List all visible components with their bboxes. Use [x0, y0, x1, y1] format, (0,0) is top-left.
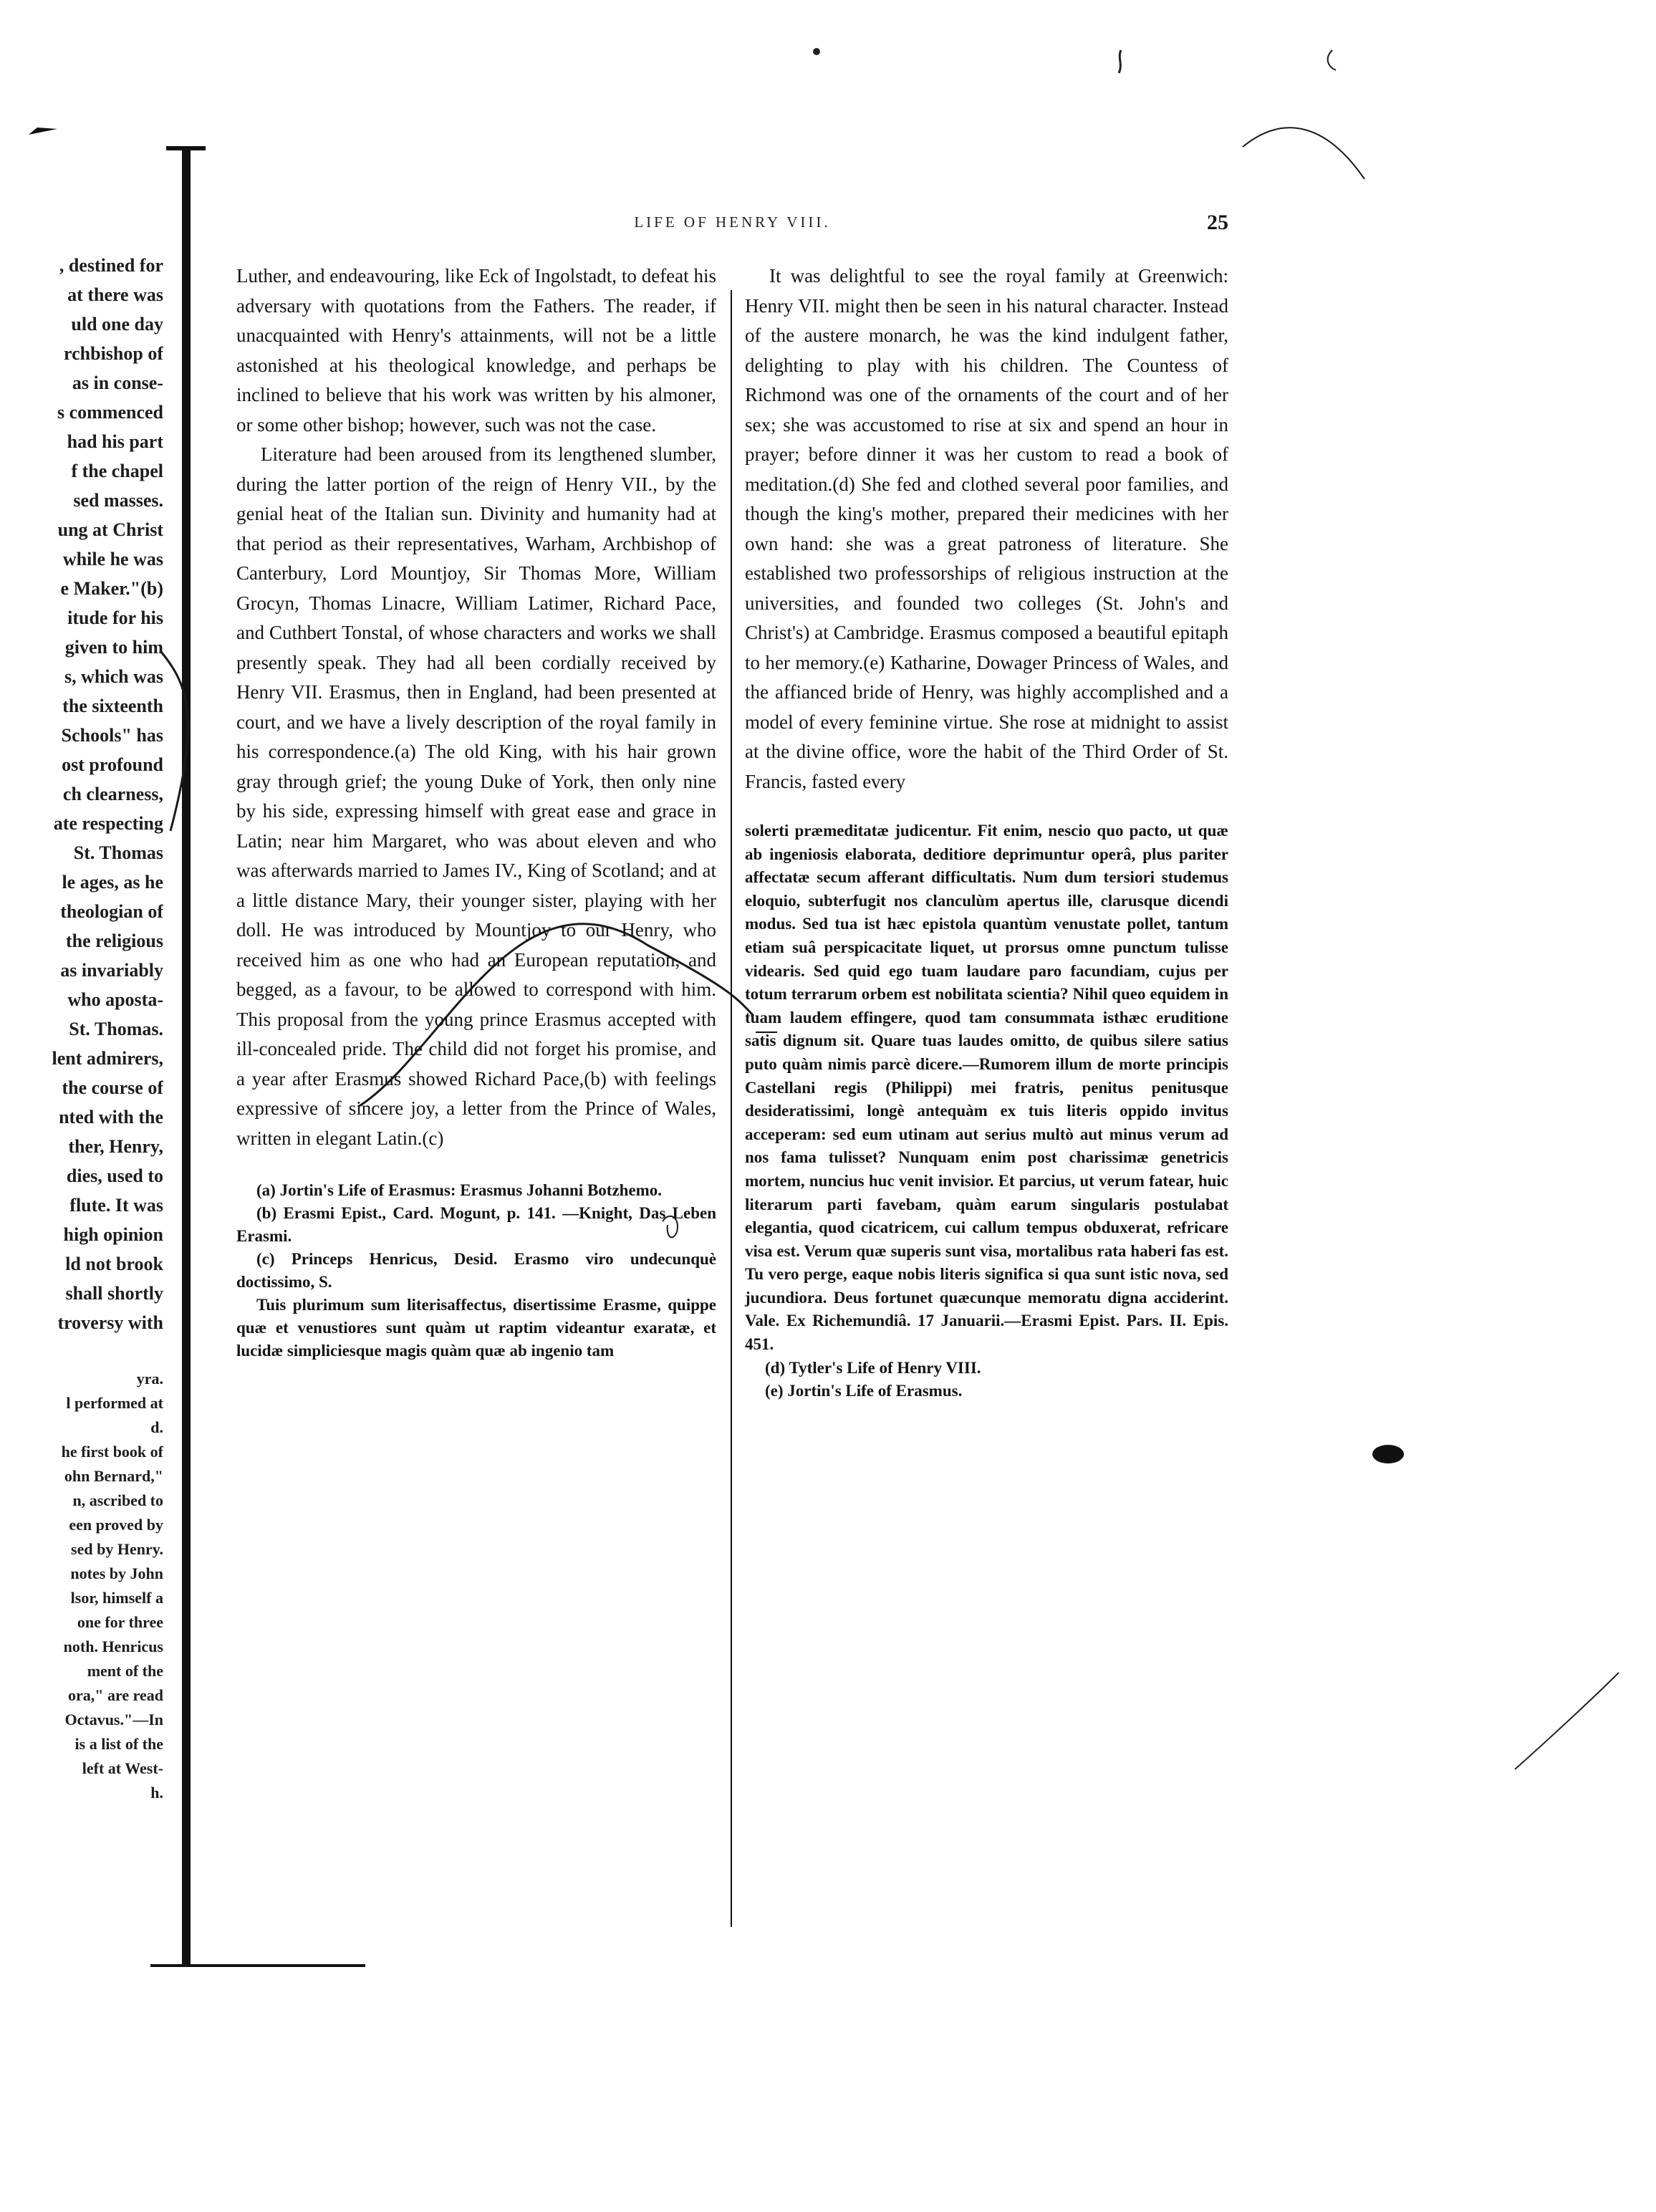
margin-fragment: lent admirers, — [52, 1048, 163, 1069]
left-column — [236, 261, 716, 1362]
margin-fragment: as in conse- — [72, 372, 163, 393]
margin-note-fragment: ohn Bernard," — [64, 1467, 163, 1485]
margin-fragment: while he was — [62, 549, 163, 569]
margin-note-fragment: lsor, himself a — [70, 1589, 163, 1607]
margin-fragment: at there was — [67, 284, 163, 305]
margin-fragment: ost profound — [62, 754, 163, 775]
left-margin-notes — [0, 1367, 163, 1805]
latin-note-text: solerti præmeditatæ judicentur. Fit enim, nescio quo pacto, ut quæ ab ingeniosis elaborata, deditiore deprimuntur operâ, plus pariter affectatæ secum afferant difficultatis. Num dum tersiori studemus eloquio, subterfugit nos clanculùm apertus ille, clarusque dicendi modus. Sed tua ist hæc epistola quantùm venustate pollet, tantum etiam suâ perspicacitate liquet, ut prorsus omne punctum tulisse videaris. Sed quid ego tuam laudare paro facundiam, cujus per totum terrarum orbem est nobilitata scientia? Nihil queo equidem in tuam laudem effingere, quod tam consummata isthæc eruditione satis dignum sit. Quare tuas laudes omitto, de quibus silere satius puto quàm nimis parcè dicere.—Rumorem illum de morte principis Castellani regis (Philippi) mei fratris, penitus penitusque desideratissimi, longè antequàm ex tuis literis oppido invitus acceperam: sed eum utinam aut serius multò aut minus verum ad nos fama tulisset? Nunquam enim post charissimæ genetricis mortem, nuncius huc venit invisior. Et parcius, ut verum fatear, huic literarum parti favebam, quàm earum singularis postulabat elegantia, quod cicatricem, cui callum tempus obduxerat, refricare visa est. Verum quæ superis sunt visa, mortalibus rata haberi fas est. Tu vero perge, eaque nobis literis significa si qua sunt istic nova, sed jucundiora. Deus fortunet quæcunque memoratu digna acciderint. Vale. Ex Richemundiâ. 17 Januarii.—Erasmi Epist. Pars. II. Epis. 451. — [745, 822, 1228, 1354]
running-head: LIFE OF HENRY VIII. — [634, 213, 831, 231]
margin-fragment: who aposta- — [67, 989, 163, 1010]
margin-note-fragment: is a list of the — [74, 1735, 163, 1753]
margin-fragment: rchbishop of — [64, 343, 163, 364]
margin-fragment: St. Thomas. — [69, 1019, 163, 1039]
margin-fragment: s commenced — [57, 402, 163, 423]
margin-fragment: , destined for — [59, 255, 163, 276]
pen-mark-top — [1119, 50, 1121, 73]
margin-note-fragment: one for three — [77, 1613, 163, 1631]
ink-blot — [1372, 1445, 1404, 1463]
margin-fragment: the sixteenth — [62, 696, 163, 716]
margin-fragment: Schools" has — [61, 725, 163, 746]
footnote-c: (c) Princeps Henricus, Desid. Erasmo viro undecunquè doctissimo, S. — [236, 1250, 716, 1291]
left-paragraph-1: Luther, and endeavouring, like Eck of Ingolstadt, to defeat his adversary with quotations from the Fathers. The reader, if unacquainted with Henry's attainments, will not be a little astonished at his theological knowledge, and perhaps be inclined to believe that his work was written by his almoner, or some other bishop; however, such was not the case. — [236, 265, 716, 436]
latin-letter-continuation — [745, 819, 1228, 1357]
margin-fragment: e Maker."(b) — [60, 578, 163, 599]
right-paragraph-1: It was delightful to see the royal family at Greenwich: Henry VII. might then be seen in his natural character. Instead of the austere monarch, he was the kind indulgent father, delighting to play with his children. The Countess of Richmond was one of the ornaments of the court and of her sex; she was accustomed to rise at six and spend an hour in prayer; before dinner it was her custom to read a book of meditation.(d) She fed and clothed several poor families, and though the king's mother, prepared their medicines with her own hand: she was a great patroness of literature. She established two professorships of religious instruction at the universities, and founded two colleges (St. John's and Christ's) at Cambridge. Erasmus composed a beautiful epitaph to her memory.(e) Katharine, Dowager Princess of Wales, and the affianced bride of Henry, was highly accomplished and a model of every feminine virtue. She rose at midnight to assist at the divine office, wore the habit of the Third Order of St. Francis, fasted every — [745, 265, 1228, 792]
margin-fragment: f the chapel — [71, 461, 163, 481]
margin-fragment: s, which was — [64, 666, 163, 687]
margin-fragment: shall shortly — [65, 1283, 163, 1304]
margin-fragment: le ages, as he — [62, 872, 163, 893]
column-divider — [731, 290, 732, 1927]
margin-note-fragment: he first book of — [61, 1443, 163, 1461]
margin-fragment: ung at Christ — [57, 519, 163, 540]
right-column — [745, 261, 1228, 1403]
margin-fragment: ate respecting — [53, 813, 163, 834]
margin-note-fragment: noth. Henricus — [63, 1638, 163, 1655]
binding-rule — [182, 147, 191, 1966]
margin-fragment: itude for his — [67, 607, 163, 628]
top-rule — [166, 146, 206, 150]
margin-fragment: nted with the — [59, 1107, 163, 1127]
margin-fragment: high opinion — [63, 1224, 163, 1245]
margin-fragment: dies, used to — [66, 1165, 163, 1186]
margin-note-fragment: ora," are read — [68, 1686, 163, 1704]
ink-mark-left — [29, 128, 57, 135]
margin-note-fragment: l performed at — [66, 1394, 163, 1412]
margin-note-fragment: ment of the — [87, 1662, 163, 1680]
margin-note-fragment: Octavus."—In — [64, 1711, 163, 1728]
margin-note-fragment: left at West- — [82, 1759, 163, 1777]
margin-fragment: the course of — [62, 1077, 163, 1098]
margin-fragment: sed masses. — [73, 490, 163, 511]
margin-fragment: ld not brook — [65, 1254, 163, 1274]
margin-note-fragment: sed by Henry. — [71, 1540, 163, 1558]
latin-letter-start: Tuis plurimum sum literisaffectus, disertissime Erasme, quippe quæ et venustiores sunt quàm ut raptim videantur exaratæ, et lucidæ simpliciesque magis quàm quæ ab ingenio tam — [236, 1296, 716, 1360]
pen-stroke-bottom-right — [1515, 1673, 1619, 1769]
margin-fragment: St. Thomas — [73, 842, 163, 863]
margin-fragment: ch clearness, — [62, 784, 163, 804]
page-number: 25 — [1207, 211, 1228, 234]
left-footnotes — [236, 1179, 716, 1362]
margin-fragment: as invariably — [60, 960, 163, 981]
margin-fragment: troversy with — [57, 1312, 163, 1333]
margin-fragment: uld one day — [71, 314, 163, 335]
margin-note-fragment: n, ascribed to — [72, 1491, 163, 1509]
bottom-rule — [150, 1964, 365, 1967]
margin-fragment: given to him — [64, 637, 163, 658]
margin-note-fragment: h. — [150, 1784, 163, 1802]
margin-note-fragment: d. — [150, 1418, 163, 1436]
margin-fragment: the religious — [65, 931, 163, 951]
footnote-b: (b) Erasmi Epist., Card. Mogunt, p. 141. —Knight, Das Leben Erasmi. — [236, 1204, 716, 1245]
adjacent-page-fragment — [0, 251, 163, 1920]
pen-mark-corner — [1328, 50, 1336, 70]
ink-speck — [813, 48, 820, 55]
footnote-e: (e) Jortin's Life of Erasmus. — [765, 1381, 963, 1400]
footnote-d: (d) Tytler's Life of Henry VIII. — [765, 1358, 981, 1377]
margin-note-fragment: een proved by — [69, 1516, 163, 1534]
left-paragraph-2: Literature had been aroused from its lengthened slumber, during the latter portion of the reign of Henry VII., by the genial heat of the Italian sun. Divinity and humanity had at that period as their representatives, Warham, Archbishop of Canterbury, Lord Mountjoy, Sir Thomas More, William Grocyn, Thomas Linacre, William Latimer, Richard Pace, and Cuthbert Tonstal, of whose characters and works we shall presently speak. They had all been cordially received by Henry VII. Erasmus, then in England, had been presented at court, and we have a lively description of the royal family in his correspondence.(a) The old King, with his hair grown gray through grief; the young Duke of York, then only nine by his side, expressing himself with great ease and grace in Latin; near him Margaret, who was about eleven and who was afterwards married to James IV., King of Scotland; and at a little distance Mary, their younger sister, playing with her doll. He was introduced by Mountjoy to our Henry, who received him as one who had an European reputation, and begged, as a favour, to be allowed to correspond with him. This proposal from the young prince Erasmus accepted with ill-concealed pride. The child did not forget his promise, and a year after Erasmus showed Richard Pace,(b) with feelings expressive of sincere joy, a letter from the Prince of Wales, written in elegant Latin.(c) — [236, 443, 716, 1149]
left-margin-fragments — [0, 251, 163, 1337]
margin-fragment: ther, Henry, — [68, 1136, 163, 1157]
margin-note-fragment: notes by John — [70, 1564, 163, 1582]
margin-fragment: theologian of — [60, 901, 163, 922]
margin-fragment: had his part — [67, 431, 163, 452]
right-footnotes — [745, 1357, 1228, 1403]
footnote-a: (a) Jortin's Life of Erasmus: Erasmus Johanni Botzhemo. — [256, 1181, 663, 1199]
margin-fragment: flute. It was — [69, 1195, 163, 1216]
margin-note-fragment: yra. — [136, 1370, 163, 1388]
pen-stroke-top-right — [1243, 128, 1364, 179]
page-header — [236, 213, 1228, 239]
